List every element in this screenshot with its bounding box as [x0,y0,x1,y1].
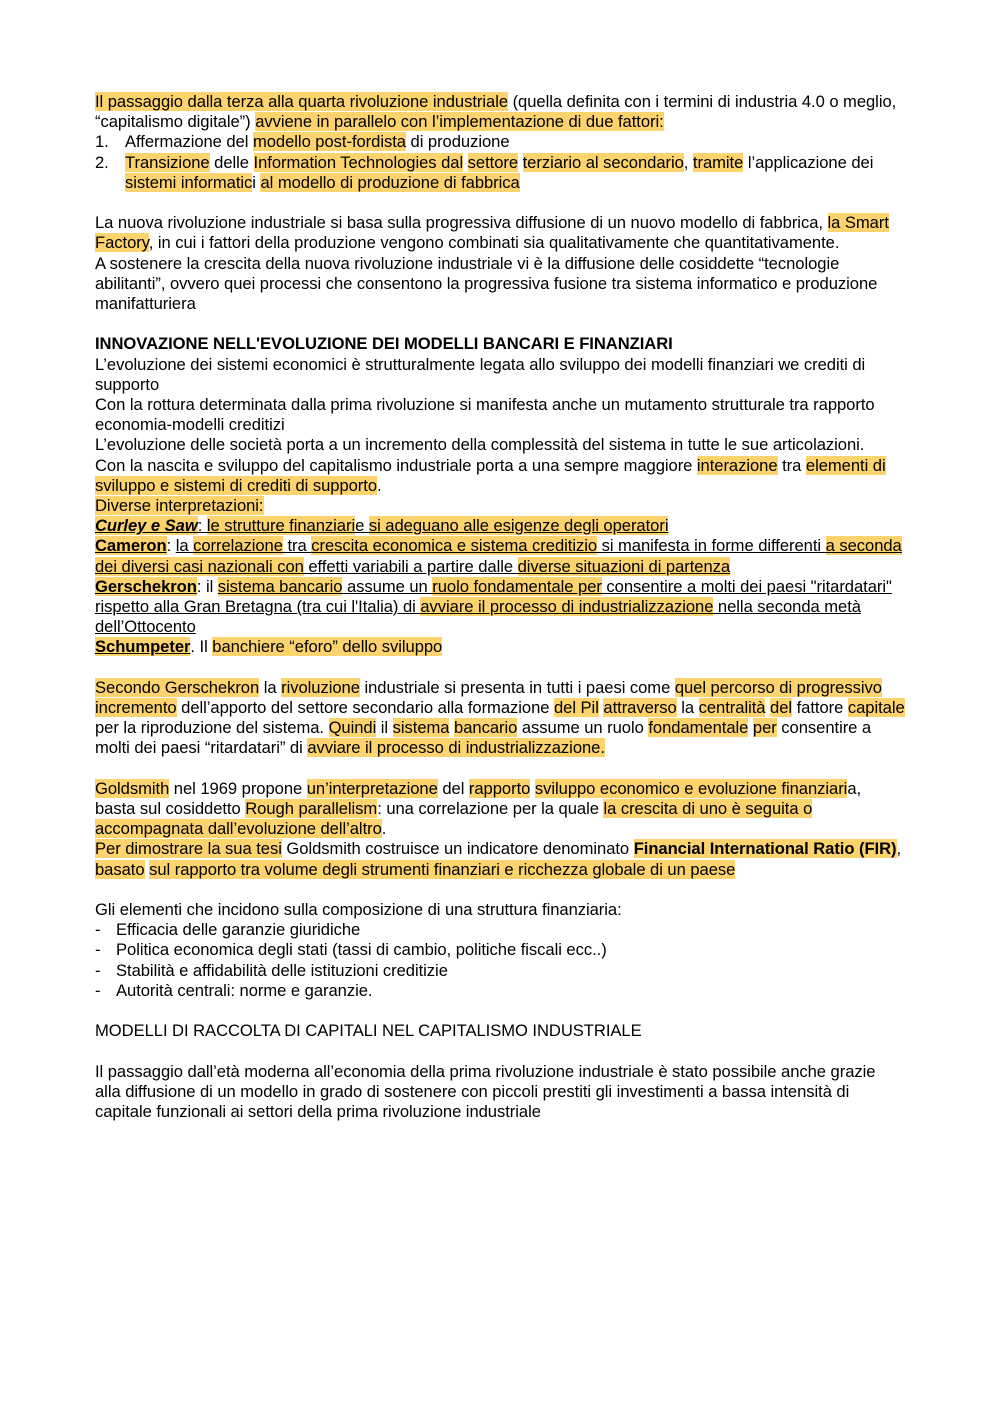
capital-paragraph: Il passaggio dall’età moderna all’economia della prima rivoluzione industriale è stato possibile anche grazie alla diffusione di un modello in grado di sostenere con piccoli prestiti gli investimenti a bassa intensità di capitale funzionali ai settori della prima rivoluzione industriale [95,1061,876,1122]
interpretation-schumpeter: Schumpeter. Il banchiere “eforo” dello sviluppo [95,637,443,657]
goldsmith-paragraph: Goldsmith nel 1969 propone un’interpretazione del rapporto sviluppo economico e evoluzione finanziaria, basta sul cosiddetto Rough parallelism: una correlazione per la quale la crescita di uno è seguita o accompagnata dall’evoluzione dell’altro. [95,778,862,839]
numbered-list [95,132,905,193]
fir-paragraph: Per dimostrare la sua tesi Goldsmith costruisce un indicatore denominato Financial International Ratio (FIR), basato sul rapporto tra volume degli strumenti finanziari e ricchezza globale di un paese [95,839,902,879]
list-item: - Stabilità e affidabilità delle istituzioni creditizie [95,960,448,980]
smart-factory-paragraph: La nuova rivoluzione industriale si basa sulla progressiva diffusione di un nuovo modello di fabbrica, la Smart Factory, in cui i fattori della produzione vengono combinati sia qualitativamente che quantitativamente. [95,213,889,253]
interpretation-cameron: Cameron: la correlazione tra crescita economica e sistema creditizio si manifesta in forme differenti a seconda dei diversi casi nazionali con effetti variabili a partire dalle diverse situazioni di partenza [95,536,902,576]
spacer [95,1041,905,1061]
spacer [95,759,905,779]
section-heading-capital: MODELLI DI RACCOLTA DI CAPITALI NEL CAPITALISMO INDUSTRIALE [95,1021,642,1041]
spacer [95,193,905,213]
interpretation-gerschekron: Gerschekron: il sistema bancario assume un ruolo fondamentale per consentire a molti dei paesi "ritardatari" rispetto alla Gran Bretagna (tra cui l'Italia) di avviare il processo di industrializzazione nella seconda metà dell’Ottocento [95,576,892,637]
spacer [95,658,905,678]
dash-list [95,920,905,1001]
paragraph: Con la nascita e sviluppo del capitalismo industriale porta a una sempre maggiore interazione tra elementi di sviluppo e sistemi di crediti di supporto. [95,455,886,495]
enabling-tech-paragraph: A sostenere la crescita della nuova rivoluzione industriale vi è la diffusione delle cosiddette “tecnologie abilitanti”, ovvero quei processi che consentono la progressiva fusione tra sistema informatico e produzione manifatturiera [95,253,878,314]
list-item: - Politica economica degli stati (tassi di cambio, politiche fiscali ecc..) [95,940,607,960]
paragraph: L’evoluzione dei sistemi economici è strutturalmente legata allo sviluppo dei modelli finanziari we crediti di supporto [95,354,866,394]
list-item: - Efficacia delle garanzie giuridiche [95,920,361,940]
list-item: 2. Transizione delle Information Technologies dal settore terziario al secondario, tramite l’applicazione dei sistemi informatici al modello di produzione di fabbrica [95,152,874,192]
elements-intro: Gli elementi che incidono sulla composizione di una struttura finanziaria: [95,900,622,920]
paragraph: L’evoluzione delle società porta a un incremento della complessità del sistema in tutte le sue articolazioni. [95,435,865,455]
list-item: 1. Affermazione del modello post-fordista di produzione [95,132,510,152]
interpretations-label: Diverse interpretazioni: [95,496,264,516]
spacer [95,1001,905,1021]
gerschekron-paragraph: Secondo Gerschekron la rivoluzione industriale si presenta in tutti i paesi come quel percorso di progressivo incremento dell’apporto del settore secondario alla formazione del Pil attraverso la centralità del fattore capitale per la riproduzione del sistema. Quindi il sistema bancario assume un ruolo fondamentale per consentire a molti dei paesi “ritardatari” di avviare il processo di industrializzazione. [95,677,905,758]
spacer [95,314,905,334]
intro-paragraph: Il passaggio dalla terza alla quarta rivoluzione industriale (quella definita con i termini di industria 4.0 o meglio, “capitalismo digitale”) avviene in parallelo con l’implementazione di due fattori: [95,92,897,132]
list-item: - Autorità centrali: norme e garanzie. [95,980,373,1000]
interpretation-curley-saw: Curley e Saw: le strutture finanziarie si adeguano alle esigenze degli operatori [95,516,669,536]
spacer [95,880,905,900]
section-heading-banking: INNOVAZIONE NELL'EVOLUZIONE DEI MODELLI BANCARI E FINANZIARI [95,334,673,354]
paragraph: Con la rottura determinata dalla prima rivoluzione si manifesta anche un mutamento strutturale tra rapporto economia-modelli creditizi [95,395,875,435]
